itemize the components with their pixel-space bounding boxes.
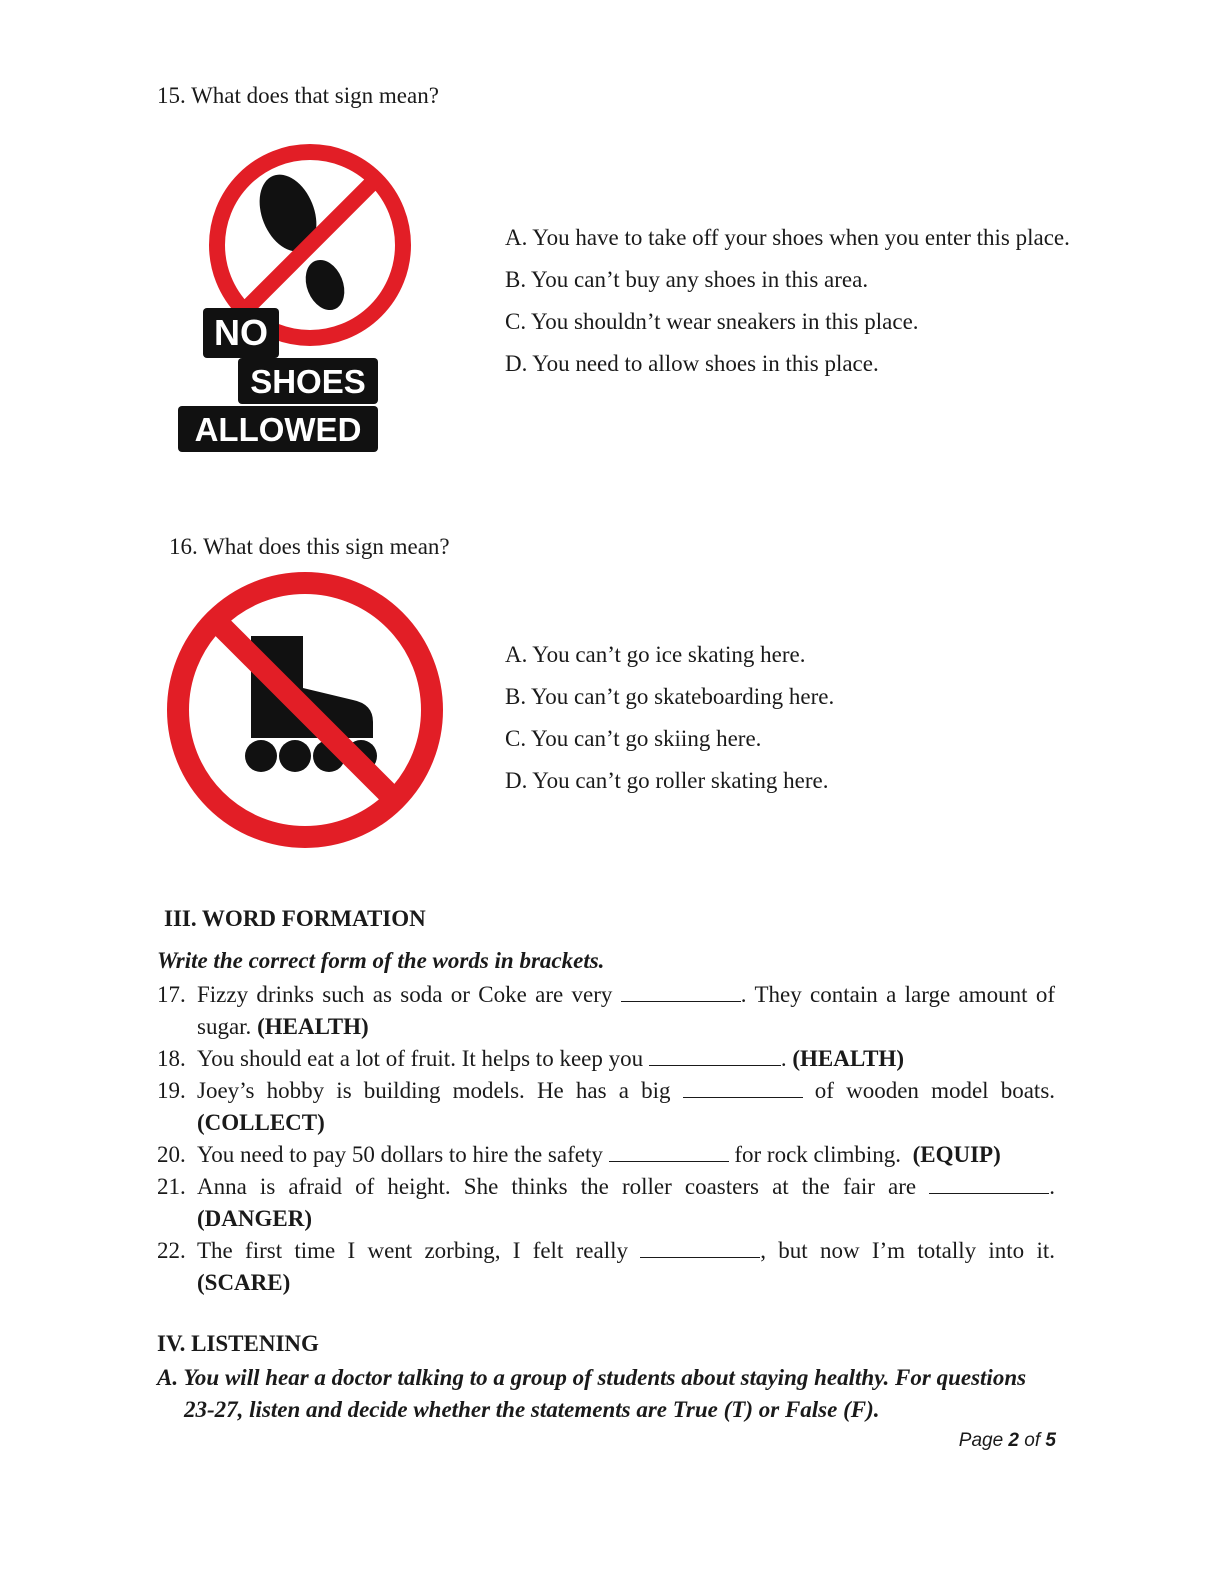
wf-text-after: of wooden model boats. [814,1078,1056,1103]
word-formation-heading: III. WORD FORMATION [164,906,426,931]
wf-keyword: (HEALTH) [792,1046,904,1071]
wf-text-after: . [780,1046,787,1071]
sign-word-no: NO [214,312,268,353]
no-roller-skating-sign-icon [163,570,447,854]
no-shoes-sign-icon [170,135,430,465]
wf-number: 22. [157,1238,186,1263]
page-word: Page [958,1430,1004,1451]
wf-number: 21. [157,1174,186,1199]
wf-number: 18. [157,1046,186,1071]
wf-item-18 [157,1043,1055,1075]
wf-text-after: . They contain a large amount of sugar. [197,982,1056,1039]
wf-item-22 [157,1235,1055,1299]
question-15: 15. What does that sign mean? [157,83,439,108]
question-16: 16. What does this sign mean? [169,534,450,559]
wf-number: 20. [157,1142,186,1167]
wf-item-17 [157,979,1055,1043]
wf-text-before: Joey’s hobby is building models. He has a big [197,1078,671,1103]
wf-text-after: , but now I’m totally into it. [760,1238,1055,1263]
q15-option-d: D. You need to allow shoes in this place. [505,351,879,376]
q16-option-b: B. You can’t go skateboarding here. [505,684,835,709]
answer-blank[interactable] [621,981,741,1002]
wf-text-before: You should eat a lot of fruit. It helps to keep you [197,1046,644,1071]
of-word: of [1024,1430,1041,1451]
total-pages: 5 [1045,1430,1056,1451]
q16-option-a: A. You can’t go ice skating here. [505,642,806,667]
current-page: 2 [1008,1430,1019,1451]
page-number [959,1430,1056,1452]
wf-text-before: Anna is afraid of height. She thinks the roller coasters at the fair are [197,1174,917,1199]
sign-word-allowed: ALLOWED [194,411,362,448]
wf-text-before: You need to pay 50 dollars to hire the safety [197,1142,603,1167]
listening-instruction [157,1362,1057,1426]
word-formation-list [157,979,1055,1299]
wf-text-before: The first time I went zorbing, I felt really [197,1238,628,1263]
listening-instruction-line-2: 23-27, listen and decide whether the statements are True (T) or False (F). [184,1397,880,1422]
q16-option-d: D. You can’t go roller skating here. [505,768,829,793]
wf-item-20 [157,1139,1055,1171]
q16-option-c: C. You can’t go skiing here. [505,726,762,751]
listening-instruction-line-1: A. You will hear a doctor talking to a group of students about staying healthy. For questions [157,1365,1027,1390]
q15-option-c: C. You shouldn’t wear sneakers in this place. [505,309,919,334]
wf-keyword: (SCARE) [197,1270,291,1295]
answer-blank[interactable] [683,1077,803,1098]
answer-blank[interactable] [640,1237,760,1258]
sign-word-shoes: SHOES [250,363,366,400]
wf-number: 17. [157,982,186,1007]
q15-option-b: B. You can’t buy any shoes in this area. [505,267,869,292]
wf-keyword: (COLLECT) [197,1110,325,1135]
wf-keyword: (HEALTH) [257,1014,369,1039]
listening-heading: IV. LISTENING [157,1331,319,1356]
wf-keyword: (DANGER) [197,1206,312,1231]
wf-keyword: (EQUIP) [912,1142,1001,1167]
q15-option-a: A. You have to take off your shoes when you enter this place. [505,225,1070,250]
word-formation-instruction: Write the correct form of the words in brackets. [157,948,605,973]
answer-blank[interactable] [929,1173,1049,1194]
answer-blank[interactable] [609,1141,729,1162]
wf-number: 19. [157,1078,186,1103]
wf-text-after: . [1049,1174,1055,1199]
wf-text-after: for rock climbing. [734,1142,902,1167]
wf-item-21 [157,1171,1055,1235]
wf-text-before: Fizzy drinks such as soda or Coke are very [197,982,613,1007]
wf-item-19 [157,1075,1055,1139]
answer-blank[interactable] [649,1045,781,1066]
